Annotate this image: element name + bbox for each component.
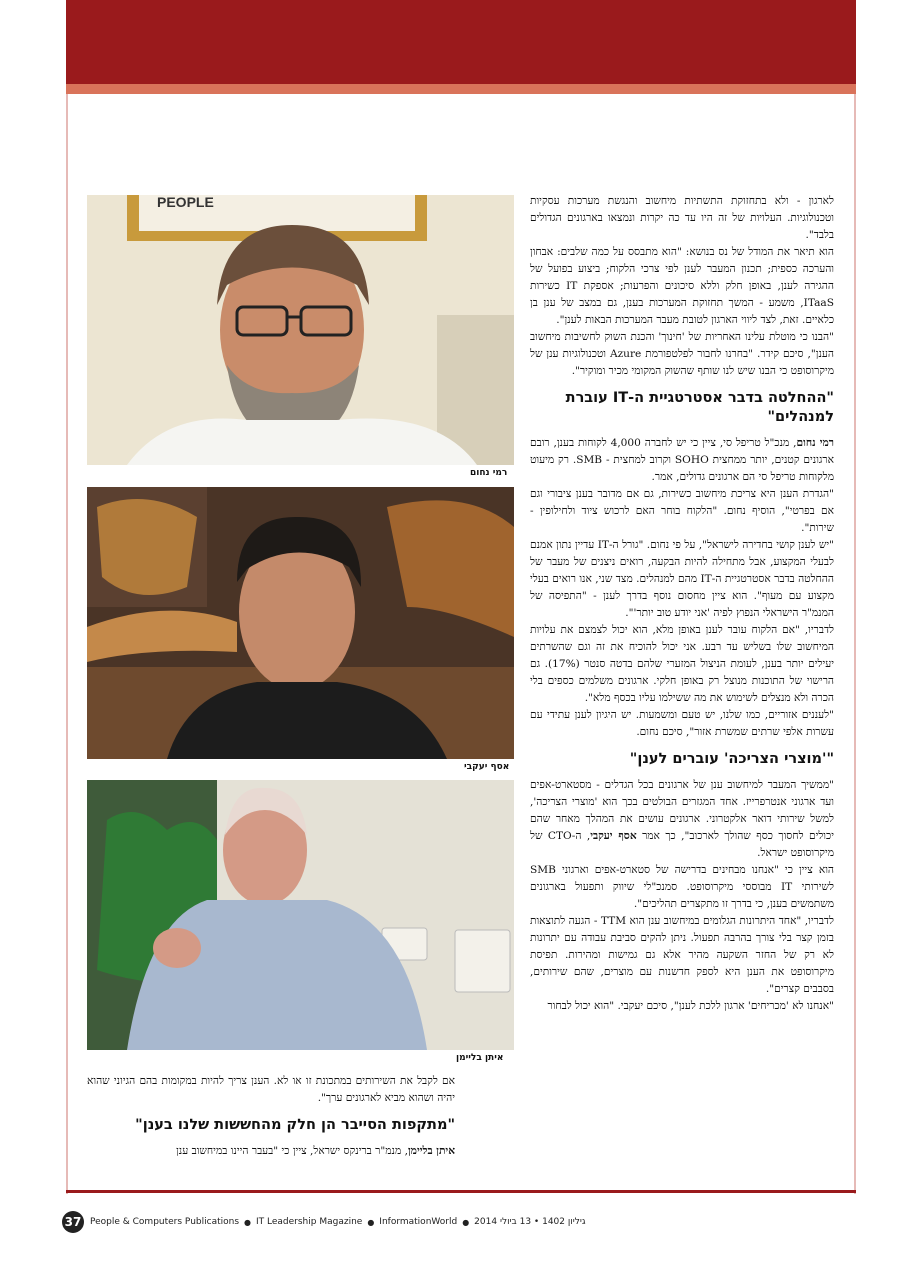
- photo-eitan-bleiman: [87, 780, 514, 1050]
- paragraph: לדבריו, "אחד היתרונות הגלומים במיחשוב ענן הוא TTM - הגעה לתוצאות בזמן קצר בלי צורך בהרבה תפעול. ניתן להקים סביבת עבודה עם יתרונות לא רק של החזר השקעה מהיר אלא גם גמישות ומהירות. תפיסת מיקרוסופט את הענן היא לספק חדשנות עם מוצרים, שהם שירותים, בסבבים קצרים".: [530, 915, 834, 995]
- paragraph-text: , ה-CTO של מיקרוסופט ישראל.: [530, 830, 834, 859]
- section-heading: "ההחלטה בדבר אסטרטגיית ה-IT עוברת למנהלים": [565, 390, 834, 425]
- footer-brand: InformationWorld: [379, 1217, 458, 1227]
- photo-caption-rami-nahum: רמי נחום: [470, 468, 508, 478]
- page-footer: [62, 1210, 586, 1234]
- paragraph: לארגון - ולא בתחזוקת התשתיות מיחשוב והנגשת מערכות עסקיות וטכנולוגיות. העלויות של זה היו עד כה יקרות ונמצאו בארגונים הגדולים בלבד".: [530, 195, 834, 241]
- bullet-icon: ●: [367, 1217, 375, 1227]
- person-name: רמי נחום: [796, 437, 834, 449]
- bullet-icon: ●: [244, 1217, 251, 1227]
- page-frame-right: [854, 94, 856, 1194]
- page-frame-left: [66, 94, 68, 1194]
- photo-rami-nahum: [87, 195, 514, 465]
- paragraph: הוא ציין כי "אנחנו מבחינים בדרישה של סטארט-אפים וארגוני SMB לשירותי IT מבוססי מיקרוסופט. סמנכ"לי שיווק ותפעול בארגונים משתמשים בענן, כי בדרך זו מתקצרים תהליכים".: [530, 864, 834, 910]
- person-name: איתן בליימן: [407, 1145, 455, 1157]
- paragraph: [87, 1143, 455, 1160]
- bullet-icon: ●: [462, 1217, 470, 1227]
- paragraph: "הבנו כי מוטלת עלינו האחריות של 'חינוך' והכנת השוק לחשיבות מיחשוב הענן", סיכם קידר. "בחרנו לחבור לפלטפורמת Azure וטכנולוגיות ענן של מיקרוסופט כי הבנו שיש לנו שותף שהשוק המקומי מכיר ומוקיר".: [530, 331, 834, 377]
- portrait-man-gesturing: [87, 780, 514, 1050]
- portrait-man-glasses-beard: [87, 195, 514, 465]
- paragraph: [530, 435, 834, 486]
- paragraph: "הגדרת הענן היא צריכת מיחשוב כשירות, גם אם מדובר בענן ציבורי וגם אם בפרטי", הוסיף נחום. "הלקוח בוחר האם לרכוש ציוד ולחילופין - שירות".: [530, 488, 834, 534]
- footer-issue: גיליון 1402 • 13 ביולי 2014: [474, 1217, 586, 1227]
- paragraph: לדבריו, "אם הלקוח עובר לענן באופן מלא, הוא יכול לצמצם את עלויות המיחשוב שלו בשליש עד רבע. אני יכול להוכיח את זה וגם שהשרתים יעילים יותר בענן, לעומת הניצול המזערי שלהם בדטה סנטר (17%). גם הרישוי של התוכנות מנוצל רק באופן חלקי. ארגונים משלמים כספים בלי הכרה ולא מנצלים לשימוש את מה ששילמו עליו בכסף מלא".: [530, 624, 835, 704]
- paragraph: [530, 777, 834, 862]
- paragraph: אם לקבל את השירותים במתכונת זו או לא. הענן צריך להיות במקומות בהם הגיוני שהוא יהיה ושהוא מביא לארגונים ערך".: [87, 1075, 455, 1104]
- footer-publisher: People & Computers Publications: [90, 1217, 240, 1227]
- section-heading: "'מוצרי הצריכה' עוברים לענן": [629, 751, 834, 767]
- paragraph-text: , מנכ"ל טריפל סי, ציין כי יש לחברה 4,000 לקוחות בענן, רובם ארגונים קטנים, יותר ממחצית SOHO וקרוב למחצית - SMB. רק מיעוט מלקוחות טריפל סי הם ארגונים גדולים, אמר.: [530, 437, 834, 483]
- article-column-left: [87, 1073, 455, 1160]
- photo-caption-asaf-yaakobi: אסף יעקבי: [464, 762, 510, 772]
- section-heading: "מתקפות הסייבר הן חלק מהחששות שלנו בענן": [135, 1117, 455, 1133]
- paragraph: "יש לענן קושי בחדירה לישראל", על פי נחום. "גורל ה-IT עדיין נתון אמנם לבעלי המקצוע, אבל מתחילה להיות הבקעה, רואים ניצנים של מעבר של ההחלטה בדבר אסטרטגיית ה-IT מהם למנהלים. מצד שני, אנו רואים בעלי מקצוע עם מעוף". הוא ציין מחסום נוסף בדרך לענן - "התפיסה של המנמ"ר הישראלי הנפוץ לפיה 'אני יודע טוב יותר'".: [530, 539, 835, 619]
- paragraph: הוא תיאר את המודל של נס בנושא: "הוא מתבסס על כמה שלבים: אבחון והערכה כספית; תכנון המעבר לענן לפי צרכי הלקוח; ביצוע בפועל של ההגירה לענן, באופן חלק וללא סיכונים והפרעות; אספקת IT כשירות ITaaS, משמע - המשך תחזוקת המערכות בענן, גם במצב של ענן בן כלאיים. זאת, לצד ליווי הארגון לטובת מעבר המערכות הבאות לענן".: [530, 246, 834, 326]
- portrait-man-dark-shirt: [87, 487, 514, 759]
- footer-magazine: IT Leadership Magazine: [256, 1217, 363, 1227]
- article-column-right: [530, 193, 834, 1015]
- header-band: [66, 0, 856, 84]
- paragraph-text: "ממשיך המעבר למיחשוב ענן של ארגונים בכל הגדלים - מסטארט-אפים ועד ארגוני אנטרפרייז. אחד המגזרים הבולטים בכך הוא 'מוצרי הצריכה', למשל שירותי דואר אלקטרוני. ארגונים עושים את המהלך מאחר שהם יכולים לחסוך כסף שהולך לארכוב", כך אמר: [530, 779, 834, 842]
- paragraph-text: , מנמ"ר ברינקס ישראל, ציין כי "בעבר היינו במיחשוב ענן: [176, 1145, 408, 1157]
- header-accent-stripe: [66, 84, 856, 94]
- paragraph: "אנחנו לא 'מכריחים' ארגון ללכת לענן", סיכם יעקבי. "הוא יכול לבחור: [547, 1000, 834, 1012]
- footer-rule: [66, 1190, 856, 1193]
- person-name: אסף יעקבי: [590, 830, 637, 842]
- paragraph: "לעננים אזוריים, כמו שלנו, יש טעם ומשמעות. יש היגיון לענן עתידי עם עשרות אלפי שרתים שמשרת אזור", סיכם נחום.: [530, 709, 834, 738]
- photo-asaf-yaakobi: [87, 487, 514, 759]
- page-number: 37: [62, 1211, 84, 1233]
- photo-caption-eitan-bleiman: איתן בליימן: [456, 1053, 504, 1063]
- wall-sign-text: PEOPLE: [157, 195, 214, 210]
